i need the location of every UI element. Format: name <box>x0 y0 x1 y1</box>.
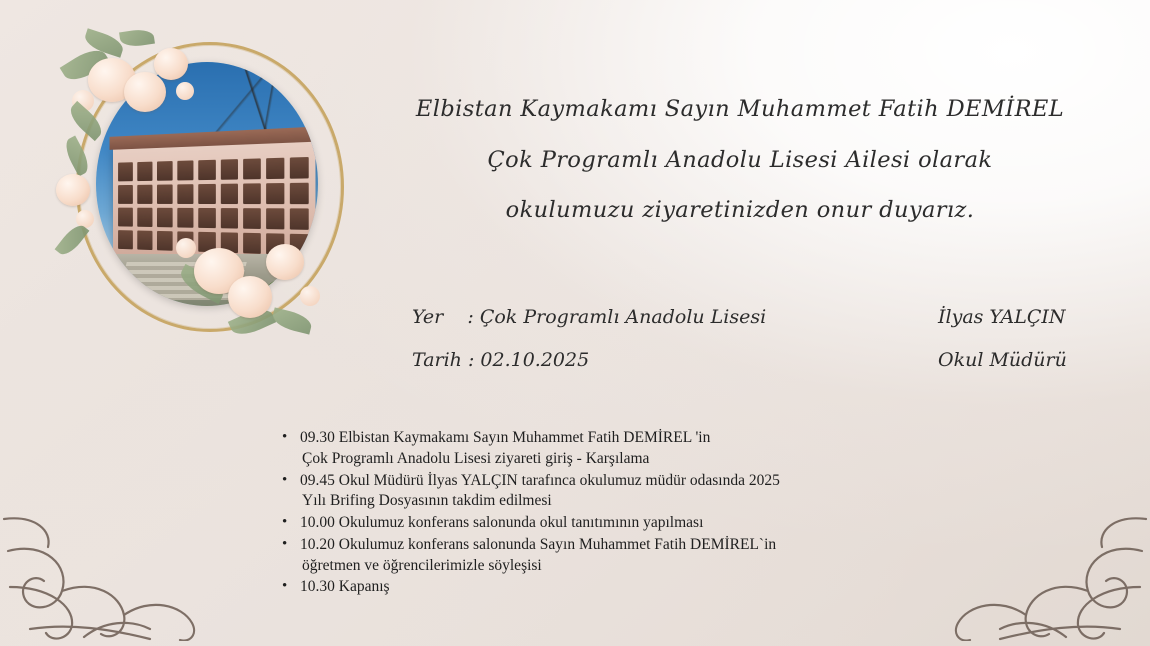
program-item-line-1: 10.20 Okulumuz konferans salonunda Sayın Muhammet Fatih DEMİREL`in <box>300 535 777 553</box>
floral-cluster-top <box>58 28 218 168</box>
list-item <box>282 513 922 534</box>
tree-branch-icon <box>204 64 314 134</box>
photo-medallion <box>58 28 358 348</box>
list-item <box>282 471 922 513</box>
program-item-line-1: 10.00 Okulumuz konferans salonunda okul tanıtımının yapılması <box>300 514 704 532</box>
signature-name: İlyas YALÇIN <box>938 306 1066 328</box>
signature-block <box>938 308 1067 394</box>
program-item-line-2: Çok Programlı Anadolu Lisesi ziyareti giriş - Karşılama <box>302 449 650 467</box>
event-details <box>412 308 766 394</box>
headline-line-3: okulumuzu ziyaretinizden onur duyarız. <box>505 197 975 223</box>
floral-cluster-bottom <box>168 228 358 368</box>
headline-line-2: Çok Programlı Anadolu Lisesi Ailesi olarak <box>487 146 993 173</box>
headline-line-1: Elbistan Kaymakamı Sayın Muhammet Fatih DEMİREL <box>415 96 1065 122</box>
floral-cluster-left <box>52 148 142 308</box>
corner-flourish-left-icon <box>0 391 250 646</box>
headline-block <box>370 98 1110 250</box>
list-item <box>282 428 922 470</box>
program-item-line-1: 09.45 Okul Müdürü İlyas YALÇIN tarafınca okulumuz müdür odasında 2025 <box>300 471 780 489</box>
event-date-row: Tarih : 02.10.2025 <box>412 349 590 371</box>
list-item <box>282 577 922 598</box>
corner-flourish-right-icon <box>900 391 1150 646</box>
program-list <box>282 428 922 598</box>
program-item-line-1: 09.30 Elbistan Kaymakamı Sayın Muhammet Fatih DEMİREL 'in <box>300 429 711 446</box>
program-item-line-2: öğretmen ve öğrencilerimizle söyleşisi <box>302 556 542 574</box>
program-item-line-2: Yılı Brifing Dosyasının takdim edilmesi <box>302 492 552 510</box>
event-place-row: Yer : Çok Programlı Anadolu Lisesi <box>412 306 767 328</box>
signature-title: Okul Müdürü <box>938 349 1067 371</box>
program-schedule <box>282 428 922 599</box>
list-item <box>282 535 922 577</box>
program-item-line-1: 10.30 Kapanış <box>300 578 390 596</box>
